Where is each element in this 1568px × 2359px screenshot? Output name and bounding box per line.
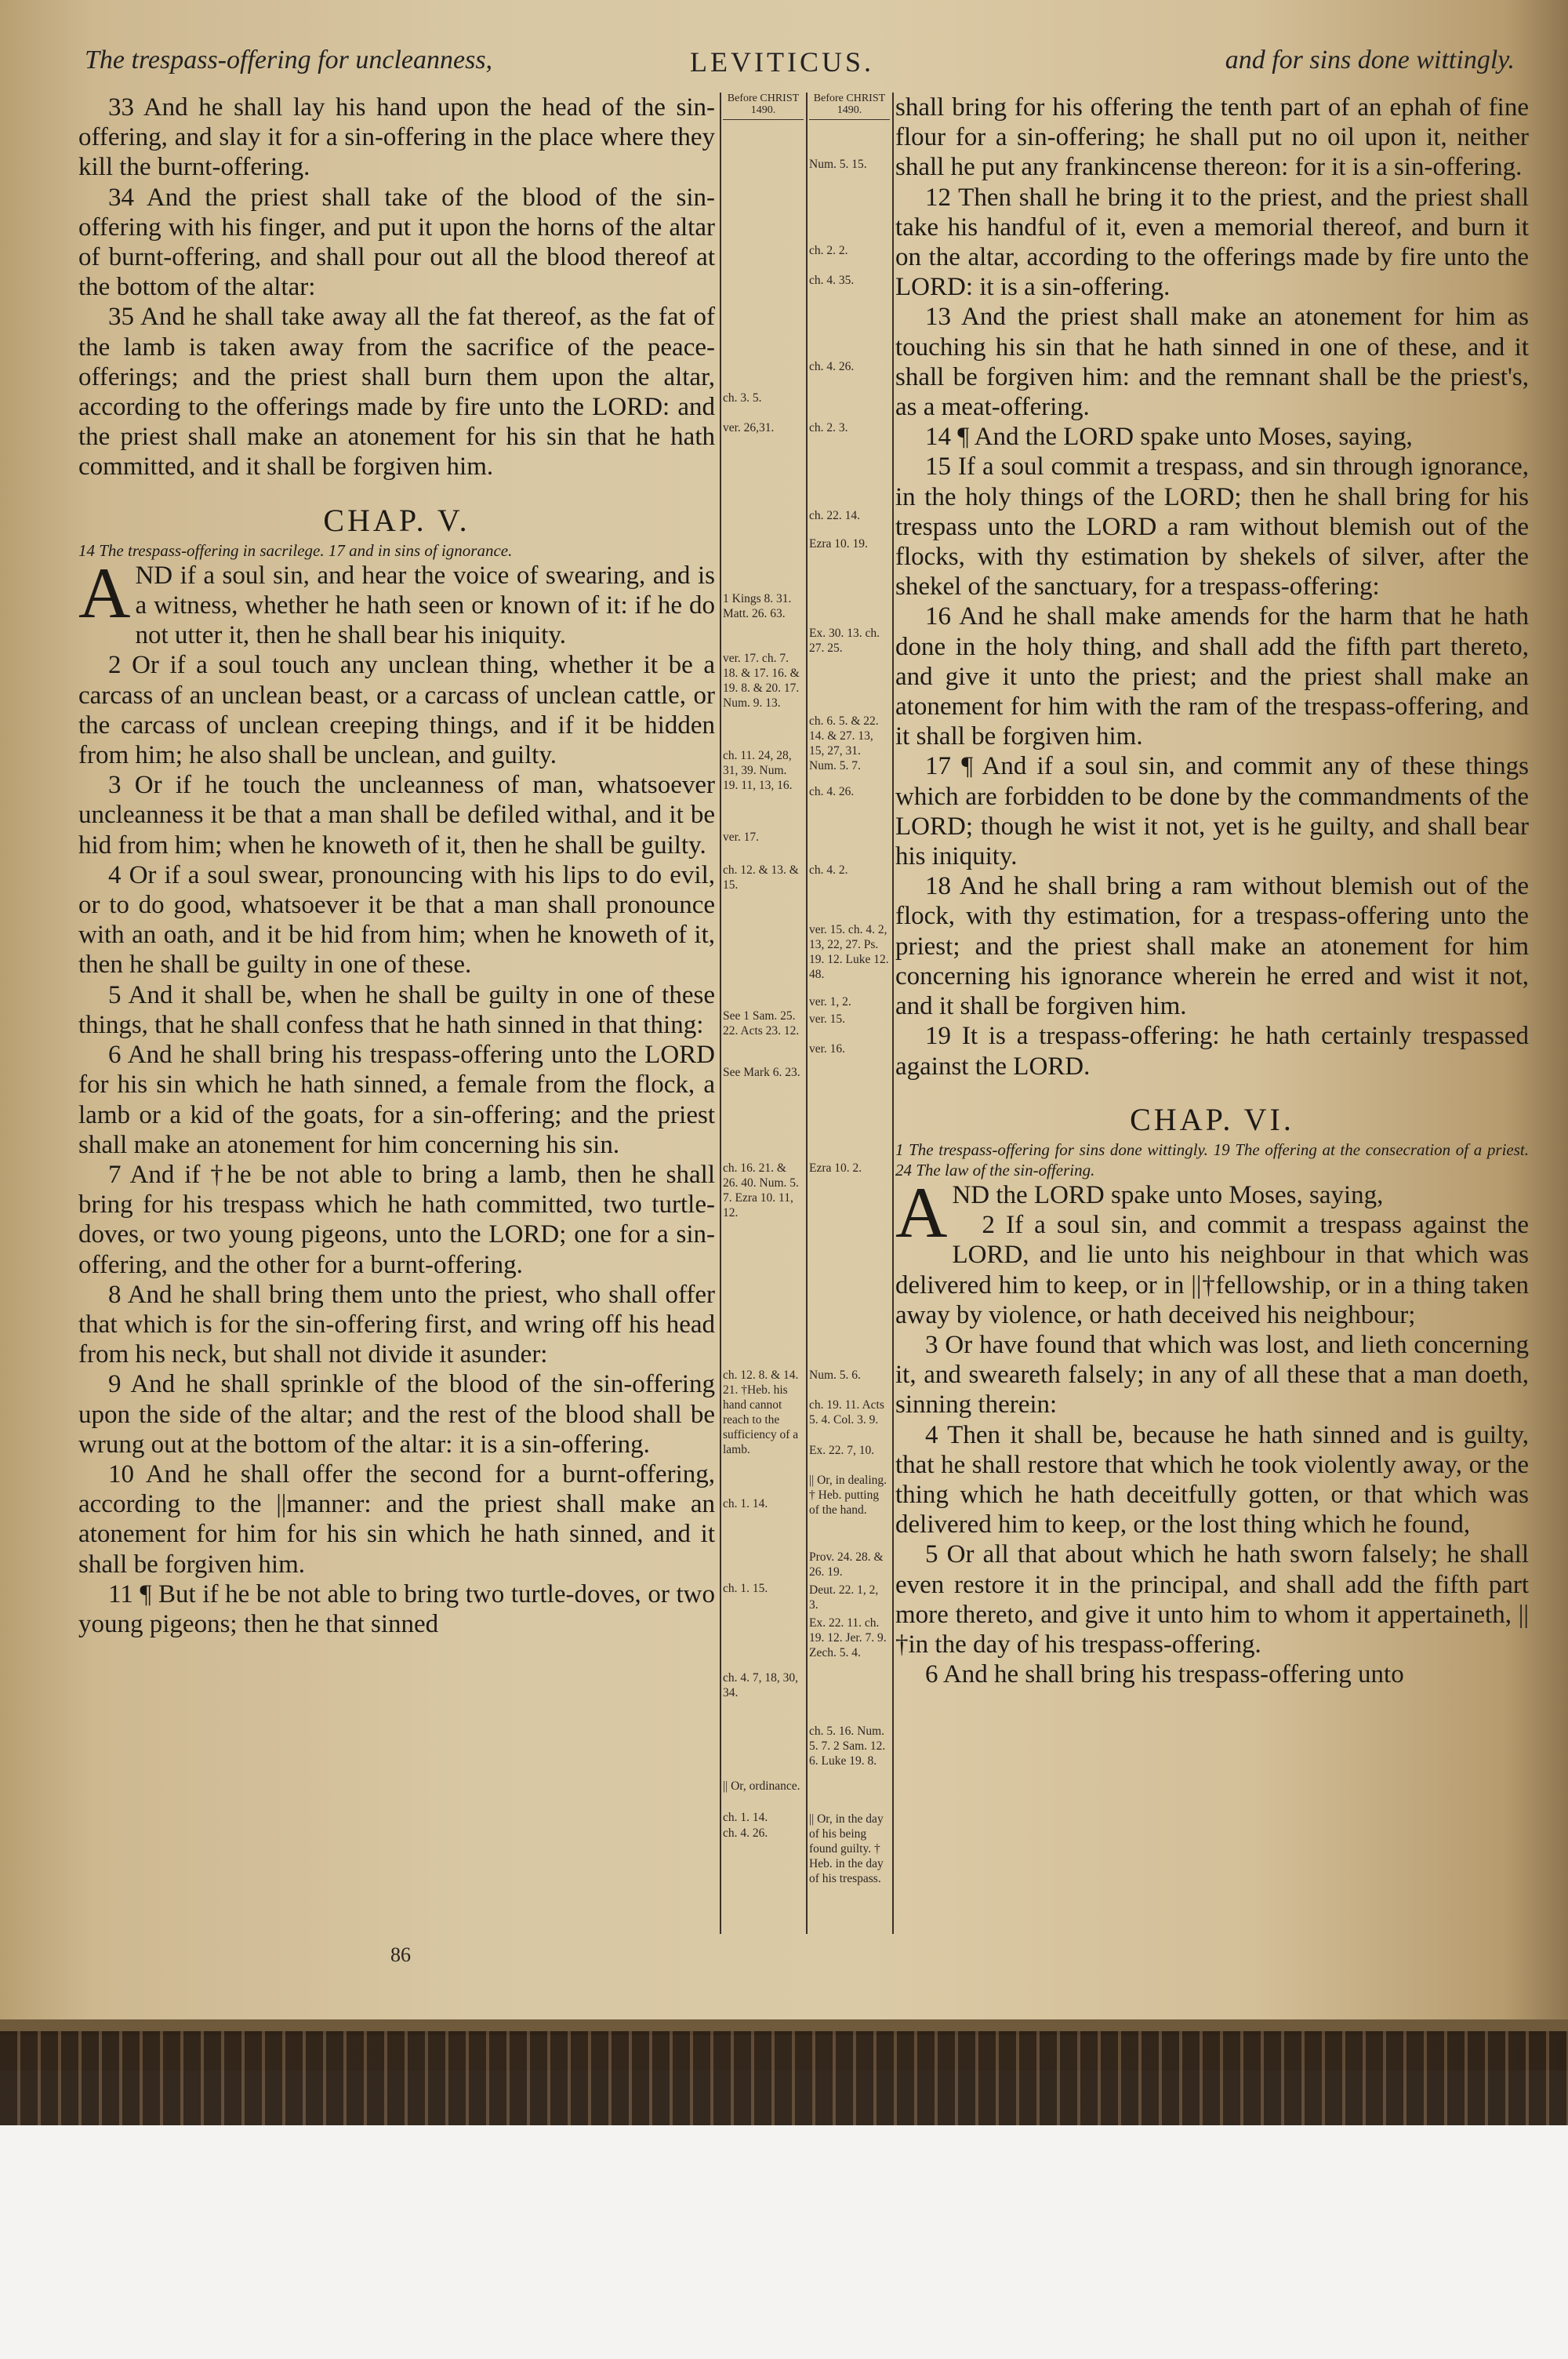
first-paragraph-text: ND the LORD spake unto Moses, saying, <box>952 1180 1384 1209</box>
margin-note: ch. 6. 5. & 22. 14. & 27. 13, 15, 27, 31. Num. 5. 7. <box>809 714 879 772</box>
margin-note: Ezra 10. 2. <box>809 1161 862 1175</box>
margin-note: ver. 15. <box>809 1012 846 1026</box>
verse-paragraph: shall bring for his offering the tenth part of an ephah of fine flour for a sin-offering; he shall put no oil upon it, neither shall he put any frankincense thereon: for it is a sin-offering. <box>895 93 1529 182</box>
verse-paragraph: 6 And he shall bring his trespass-offering unto <box>925 1660 1404 1689</box>
column-rule-left <box>720 93 721 1934</box>
verse-paragraph: 13 And the priest shall make an atonement for him as touching his sin that he hath sinned in one of these, and it shall be forgiven him: and the remnant shall be the priest's, as a meat-offering. <box>895 303 1529 422</box>
margin-note: ch. 1. 14. <box>723 1811 768 1824</box>
margin-note: ch. 1. 15. <box>723 1582 768 1595</box>
verse-paragraph: 2 Or if a soul touch any unclean thing, whether it be a carcass of an unclean beast, or a carcass of unclean cattle, or the carcass of unclean creeping things, and if it be hidden from him; he also shall be unclean, and guilty. <box>78 651 715 770</box>
margin-note: ch. 3. 5. <box>723 391 762 405</box>
verse-paragraph: 10 And he shall offer the second for a burnt-offering, according to the ||manner: and the priest shall make an atonement for him for his sin which he hath sinned, and it shall be forgiven him. <box>78 1459 715 1579</box>
margin-note: ch. 11. 24, 28, 31, 39. Num. 19. 11, 13, 16. <box>723 749 793 792</box>
margin-note: Prov. 24. 28. & 26. 19. <box>809 1550 884 1579</box>
margin-note: ch. 4. 26. <box>723 1826 768 1840</box>
margin-note: ver. 15. ch. 4. 2, 13, 22, 27. Ps. 19. 12. Luke 12. 48. <box>809 923 889 981</box>
margin-note: ch. 12. & 13. & 15. <box>723 863 799 892</box>
page-number: 86 <box>390 1943 411 1966</box>
margin-note: || Or, in the day of his being found guilty. † Heb. in the day of his trespass. <box>809 1812 884 1885</box>
margin-note: Num. 5. 15. <box>809 158 867 171</box>
chapter-first-paragraph <box>78 552 715 651</box>
margin-note: Deut. 22. 1, 2, 3. <box>809 1583 879 1612</box>
margin-note: ch. 22. 14. <box>809 509 861 522</box>
margin-note: ch. 4. 26. <box>809 360 855 373</box>
margin-note: ch. 19. 11. Acts 5. 4. Col. 3. 9. <box>809 1398 884 1427</box>
drop-cap: A <box>78 552 131 633</box>
margin-note: ch. 4. 35. <box>809 274 855 287</box>
margin-note: ch. 16. 21. & 26. 40. Num. 5. 7. Ezra 10. 11, 12. <box>723 1161 799 1219</box>
chapter-summary: 14 The trespass-offering in sacrilege. 17 and in sins of ignorance. <box>78 540 513 560</box>
margin-note: ch. 4. 2. <box>809 863 848 877</box>
verse-paragraph: 5 Or all that about which he hath sworn falsely; he shall even restore it in the principal, and shall add the fifth part more thereto, and give it unto him to whom it appertaineth, ||†in the day of his trespass-offering. <box>895 1540 1529 1659</box>
header-right: and for sins done wittingly. <box>1225 45 1515 75</box>
margin-note: ch. 1. 14. <box>723 1497 768 1510</box>
verse-paragraph: 17 ¶ And if a soul sin, and commit any of these things which are forbidden to be done by the commandments of the LORD; though he wist it not, yet is he guilty, and shall bear his iniquity. <box>895 752 1529 871</box>
margin-note: ver. 1, 2. <box>809 995 851 1009</box>
chapter-first-paragraph <box>895 1172 1529 1252</box>
margin-note: Ex. 22. 7, 10. <box>809 1444 875 1457</box>
margin-note: ch. 5. 16. Num. 5. 7. 2 Sam. 12. 6. Luke 19. 8. <box>809 1725 886 1768</box>
verse-paragraph: 9 And he shall sprinkle of the blood of the sin-offering upon the side of the altar; and the rest of the blood shall be wrung out at the bottom of the altar: it is a sin-offering. <box>78 1370 715 1459</box>
margin-note: || Or, ordinance. <box>723 1779 800 1793</box>
verse-paragraph: 33 And he shall lay his hand upon the head of the sin-offering, and slay it for a sin-offering in the place where they kill the burnt-offering. <box>78 93 715 182</box>
margin-note: ch. 12. 8. & 14. 21. †Heb. his hand cannot reach to the sufficiency of a lamb. <box>723 1369 799 1456</box>
verse-paragraph: 7 And if †he be not able to bring a lamb, then he shall bring for his trespass which he hath committed, two turtle-doves, or two young pigeons, unto the LORD; one for a sin-offering, and the other for a burnt-offering. <box>78 1160 715 1279</box>
verse-paragraph: 15 If a soul commit a trespass, and sin through ignorance, in the holy things of the LORD; then he shall bring for his trespass unto the LORD a ram without blemish out of the flocks, with thy estimation by shekels of silver, after the shekel of the sanctuary, for a trespass-offering: <box>895 453 1529 602</box>
chapter-summary: 1 The trespass-offering for sins done wittingly. 19 The offering at the consecration of a priest. 24 The law of the sin-offering. <box>895 1140 1529 1180</box>
margin-note: || Or, in dealing. † Heb. putting of the hand. <box>809 1474 887 1517</box>
margin-note: ch. 4. 7, 18, 30, 34. <box>723 1671 799 1699</box>
verse-paragraph: 12 Then shall he bring it to the priest, and the priest shall take his handful of it, even a memorial thereof, and burn it on the altar, according to the offerings made by fire unto the LORD: it is a sin-offering. <box>895 183 1529 302</box>
first-paragraph-text: ND if a soul sin, and hear the voice of swearing, and is a witness, whether he hath seen or known of it: if he do not utter it, then he shall bear his iniquity. <box>135 561 715 650</box>
verse-paragraph: 34 And the priest shall take of the blood of the sin-offering with his finger, and put it upon the horns of the altar of burnt-offering, and shall pour out all the blood thereof at the bottom of the altar: <box>78 183 715 302</box>
header-book-title: LEVITICUS. <box>690 46 874 78</box>
margin-note: ch. 2. 2. <box>809 244 848 257</box>
verse-paragraph: 11 ¶ But if he be not able to bring two turtle-doves, or two young pigeons; then he that sinned <box>78 1579 715 1638</box>
running-header <box>0 45 1568 85</box>
margin-note: See 1 Sam. 25. 22. Acts 23. 12. <box>723 1009 800 1038</box>
drop-cap: A <box>895 1172 948 1252</box>
margin-note: Ezra 10. 19. <box>809 537 868 551</box>
margin-date-heading: Before CHRIST 1490. <box>723 93 804 120</box>
verse-paragraph: 4 Or if a soul swear, pronouncing with his lips to do evil, or to do good, whatsoever it be that a man shall pronounce with an oath, and it be hid from him; when he knoweth of it, then he shall be guilty in one of these. <box>78 860 715 980</box>
verse-paragraph: 6 And he shall bring his trespass-offering unto the LORD for his sin which he hath sinned, a female from the flock, a lamb or a kid of the goats, for a sin-offering; and the priest shall make an atonement for him concerning his sin. <box>78 1041 715 1159</box>
margin-note: ch. 4. 26. <box>809 785 855 798</box>
left-margin-references <box>723 93 804 1840</box>
verse-paragraph: 5 And it shall be, when he shall be guilty in one of these things, that he shall confess that he hath sinned in that thing: <box>78 980 715 1039</box>
margin-note: ver. 17. ch. 7. 18. & 17. 16. & 19. 8. & 20. 17. Num. 9. 13. <box>723 652 800 710</box>
verse-paragraph: 35 And he shall take away all the fat thereof, as the fat of the lamb is taken away from the sacrifice of the peace-offerings; and the priest shall burn them upon the altar, according to the offerings made by fire unto the LORD: and the priest shall make an atonement for his sin that he hath committed, and it shall be forgiven him. <box>78 303 715 482</box>
left-text-column <box>78 93 715 1639</box>
right-text-column <box>895 93 1529 1689</box>
margin-note: 1 Kings 8. 31. Matt. 26. 63. <box>723 592 792 620</box>
verse-paragraph: 19 It is a trespass-offering: he hath certainly trespassed against the LORD. <box>895 1022 1529 1081</box>
margin-note: ch. 2. 3. <box>809 421 848 434</box>
margin-note: ver. 16. <box>809 1042 846 1056</box>
margin-note: See Mark 6. 23. <box>723 1066 800 1079</box>
verse-paragraph: 3 Or if he touch the uncleanness of man, whatsoever uncleanness it be that a man shall be defiled withal, and it be hid from him; when he knoweth of it, then he shall be guilty. <box>78 771 715 860</box>
verse-paragraph: 4 Then it shall be, because he hath sinned and is guilty, that he shall restore that which he took violently away, or the thing which he hath deceitfully gotten, or that which was delivered him to keep, or the lost thing which he found, <box>895 1420 1529 1539</box>
chapter-title: CHAP. VI. <box>1130 1101 1294 1137</box>
margin-date-heading: Before CHRIST 1490. <box>809 93 890 120</box>
margin-note: Num. 5. 6. <box>809 1369 861 1382</box>
verse-paragraph: 8 And he shall bring them unto the priest, who shall offer that which is for the sin-offering first, and wring off his head from his neck, but shall not divide it asunder: <box>78 1280 715 1369</box>
column-rule-middle <box>806 93 808 1934</box>
book-spine-binding <box>0 2031 1568 2125</box>
right-margin-references <box>809 93 890 1885</box>
verse-paragraph: 14 ¶ And the LORD spake unto Moses, saying, <box>925 423 1413 452</box>
margin-note: ver. 17. <box>723 831 760 844</box>
margin-note: Ex. 30. 13. ch. 27. 25. <box>809 627 880 655</box>
header-left: The trespass-offering for uncleanness, <box>85 45 493 75</box>
margin-note: ver. 26,31. <box>723 421 775 434</box>
verse-paragraph: 18 And he shall bring a ram without blemish out of the flock, with thy estimation, for a trespass-offering unto the priest; and the priest shall make an atonement for him concerning his ignorance wherein he erred and wist it not, and it shall be forgiven him. <box>895 872 1529 1021</box>
column-rule-right <box>892 93 894 1934</box>
verse-paragraph: 3 Or have found that which was lost, and lieth concerning it, and sweareth falsely; in any of all these that a man doeth, sinning therein: <box>895 1330 1529 1419</box>
chapter-title: CHAP. V. <box>323 502 470 538</box>
margin-note: Ex. 22. 11. ch. 19. 12. Jer. 7. 9. Zech. 5. 4. <box>809 1616 887 1659</box>
verse-paragraph: 2 If a soul sin, and commit a trespass against the LORD, and lie unto his neighbour in that which was delivered him to keep, or in ||†fellowship, or in a thing taken away by violence, or hath deceived his neighbour; <box>895 1211 1529 1329</box>
verse-paragraph: 16 And he shall make amends for the harm that he hath done in the holy thing, and shall add the fifth part thereto, and give it unto the priest; and the priest shall make an atonement for him with the ram of the trespass-offering, and it shall be forgiven him. <box>895 602 1529 751</box>
